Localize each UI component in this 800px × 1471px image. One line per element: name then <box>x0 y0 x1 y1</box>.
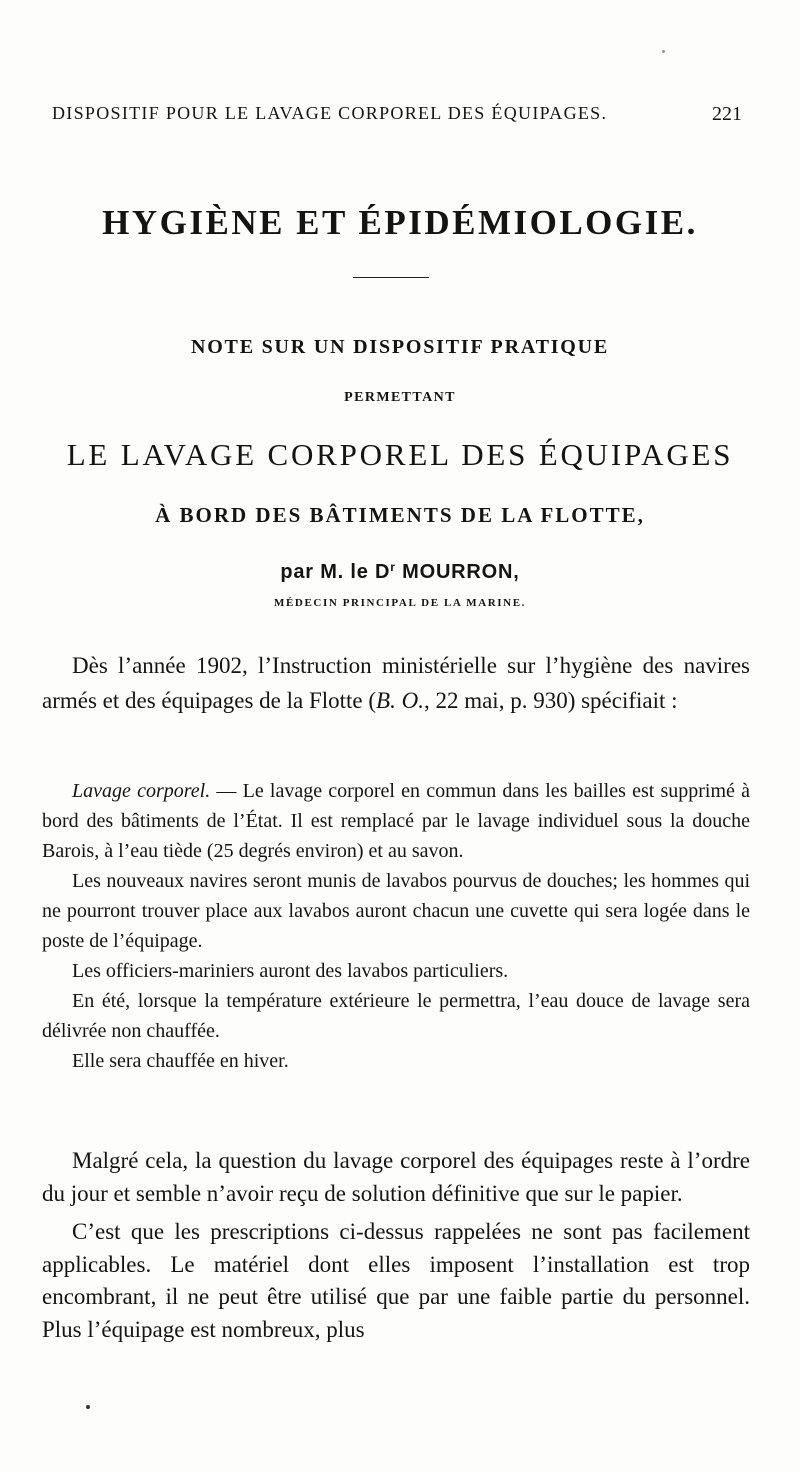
lead-paragraph <box>42 648 750 718</box>
lead-citation: B. O. <box>376 688 424 713</box>
separator-rule <box>353 277 429 278</box>
ink-speck <box>662 50 665 53</box>
lead-paragraph-block <box>42 648 750 718</box>
author-prefix: par M. le D <box>280 561 391 583</box>
author-line <box>0 560 800 584</box>
section-title: HYGIÈNE ET ÉPIDÉMIOLOGIE. <box>102 203 698 242</box>
lead-text-2: , 22 mai, p. 930) spécifiait : <box>423 688 678 713</box>
article-subtitle: À BORD DES BÂTIMENTS DE LA FLOTTE, <box>155 503 645 527</box>
ink-speck <box>86 1405 90 1409</box>
quote-paragraph-5: Elle sera chauffée en hiver. <box>72 1050 289 1072</box>
running-head <box>52 103 742 131</box>
quote-paragraph-1 <box>42 776 750 866</box>
author-name: MOURRON, <box>395 561 520 583</box>
running-head-title: DISPOSITIF POUR LE LAVAGE CORPOREL DES ÉQUIPAGES. <box>52 103 608 123</box>
quote-text-1: — Le lavage corporel en commun dans les bailles est supprimé à bord des bâtiments de l’État. Il est remplacé par le lavage individuel sous la douche Barois, à l’eau tiède (25 degrés environ) et au savon. <box>42 780 751 862</box>
author-title-superscript: r <box>390 560 396 574</box>
quote-paragraph-3: Les officiers-mariniers auront des lavabos particuliers. <box>72 960 509 982</box>
quote-heading: Lavage corporel. <box>72 780 211 802</box>
body-paragraph-2: C’est que les prescriptions ci-dessus rappelées ne sont pas facilement applicables. Le matériel dont elles imposent l’installation est trop encombrant, il ne peut être utilisé que par une faible partie du personnel. Plus l’équipage est nombreux, plus <box>42 1219 750 1342</box>
quote-paragraph-2: Les nouveaux navires seront munis de lavabos pourvus de douches; les hommes qui ne pourront trouver place aux lavabos auront chacun une cuvette qui sera logée dans le poste de l’équipage. <box>42 870 750 952</box>
body-paragraph-1: Malgré cela, la question du lavage corporel des équipages reste à l’ordre du jour et semble n’avoir reçu de solution définitive que sur le papier. <box>42 1148 750 1206</box>
note-title: NOTE SUR UN DISPOSITIF PRATIQUE <box>190 336 610 358</box>
body-text <box>42 1145 750 1346</box>
quoted-instruction <box>42 776 750 1076</box>
lead-text-1: Dès l’année 1902, l’Instruction ministérielle sur l’hygiène des navires armés et des équipages de la Flotte ( <box>42 653 750 713</box>
page-number: 221 <box>712 103 742 125</box>
note-title-connector: PERMETTANT <box>344 390 456 405</box>
article-title: LE LAVAGE CORPOREL DES ÉQUIPAGES <box>66 437 734 472</box>
author-role: MÉDECIN PRINCIPAL DE LA MARINE. <box>274 597 526 609</box>
quote-paragraph-4: En été, lorsque la température extérieure le permettra, l’eau douce de lavage sera délivrée non chauffée. <box>42 990 750 1042</box>
